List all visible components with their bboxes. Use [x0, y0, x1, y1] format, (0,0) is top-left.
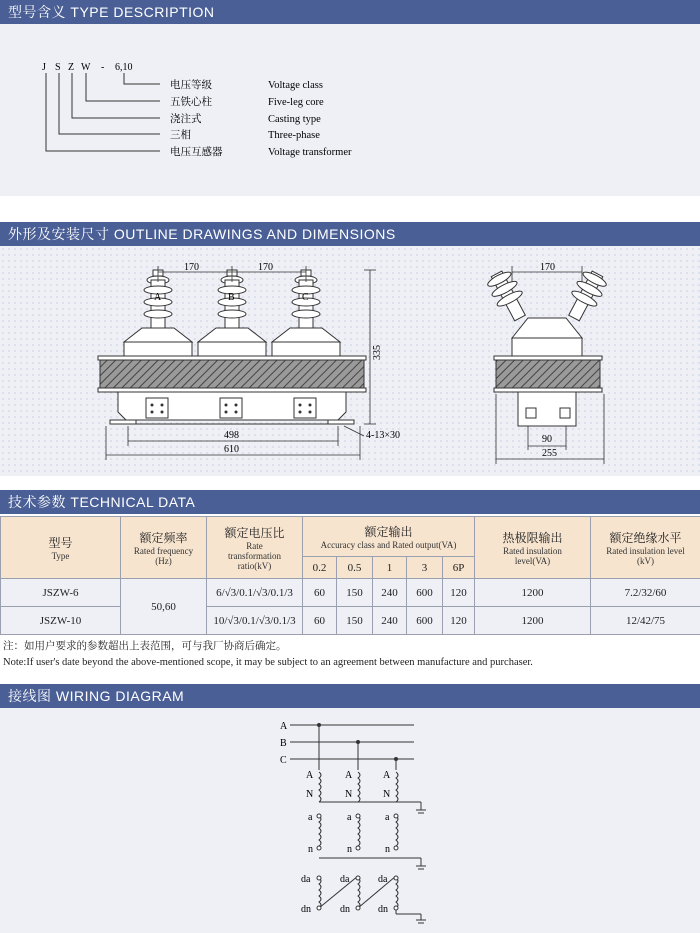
cell-output: 600	[407, 579, 443, 607]
primary-label: N	[383, 789, 391, 800]
cell-thermal: 1200	[475, 579, 591, 607]
side-dim-outer: 255	[542, 448, 557, 459]
section-header-wiring: 接线图 WIRING DIAGRAM	[0, 684, 700, 708]
dim-outer: 610	[224, 444, 239, 455]
type-item-cn: 电压等级	[170, 79, 212, 91]
primary-label: A	[345, 770, 353, 781]
primary-label: A	[383, 770, 391, 781]
code-letter-voltage: 6,10	[115, 62, 133, 73]
type-item-cn: 三相	[170, 129, 191, 141]
code-letter-s: S	[55, 62, 61, 73]
code-letter-dash: -	[101, 62, 105, 73]
class-header: 0.5	[337, 557, 373, 579]
code-letter-j: J	[42, 62, 46, 73]
secondary-label: a	[385, 812, 390, 823]
cell-ratio: 10/√3/0.1/√3/0.1/3	[207, 607, 303, 635]
header-type: 型号 Type	[1, 517, 121, 579]
type-item-en: Three-phase	[268, 130, 320, 141]
cell-output: 120	[443, 579, 475, 607]
dim-spacing-1: 170	[184, 262, 199, 273]
primary-label: A	[306, 770, 314, 781]
residual-label: da	[301, 874, 311, 885]
residual-label: da	[340, 874, 350, 885]
section-header-type: 型号含义 TYPE DESCRIPTION	[0, 0, 700, 24]
cell-output: 600	[407, 607, 443, 635]
section-header-outline: 外形及安装尺寸 OUTLINE DRAWINGS AND DIMENSIONS	[0, 222, 700, 246]
bus-label-a: A	[280, 721, 288, 732]
secondary-label: n	[347, 844, 352, 855]
type-item-en: Five-leg core	[268, 97, 324, 108]
phase-label-a: A	[154, 292, 162, 303]
header-insulation: 额定绝缘水平 Rated insulation level (kV)	[591, 517, 700, 579]
dim-spacing-2: 170	[258, 262, 273, 273]
header-ratio: 额定电压比 Rate transformation ratio(kV)	[207, 517, 303, 579]
secondary-label: n	[308, 844, 313, 855]
cell-output: 120	[443, 607, 475, 635]
cell-output: 240	[373, 579, 407, 607]
residual-label: dn	[340, 904, 350, 915]
cell-output: 240	[373, 607, 407, 635]
cell-output: 60	[303, 607, 337, 635]
cell-thermal: 1200	[475, 607, 591, 635]
cell-insulation: 7.2/32/60	[591, 579, 700, 607]
cell-output: 150	[337, 607, 373, 635]
residual-label: da	[378, 874, 388, 885]
phase-label-c: C	[302, 292, 309, 303]
bus-label-c: C	[280, 755, 287, 766]
type-item-cn: 电压互感器	[170, 146, 223, 158]
secondary-label: a	[347, 812, 352, 823]
type-item-en: Casting type	[268, 114, 321, 125]
code-letter-w: W	[81, 62, 91, 73]
cell-output: 60	[303, 579, 337, 607]
residual-label: dn	[301, 904, 311, 915]
note-cn: 注：如用户要求的参数超出上表范围，可与我厂协商后确定。	[3, 640, 287, 652]
primary-label: N	[306, 789, 314, 800]
cell-ratio: 6/√3/0.1/√3/0.1/3	[207, 579, 303, 607]
header-output: 额定输出 Accuracy class and Rated output(VA)	[303, 517, 475, 557]
class-header: 1	[373, 557, 407, 579]
cell-frequency: 50,60	[121, 579, 207, 635]
secondary-label: n	[385, 844, 390, 855]
section-header-technical: 技术参数 TECHNICAL DATA	[0, 490, 700, 514]
type-item-cn: 浇注式	[170, 113, 202, 125]
cell-output: 150	[337, 579, 373, 607]
bus-label-b: B	[280, 738, 287, 749]
side-dim-base: 90	[542, 434, 552, 445]
note-en: Note:If user's date beyond the above-mentioned scope, it may be subject to an agreement between manufacture and purchaser.	[3, 657, 533, 668]
type-item-en: Voltage transformer	[268, 147, 352, 158]
class-header: 0.2	[303, 557, 337, 579]
cell-type: JSZW-10	[1, 607, 121, 635]
phase-label-b: B	[228, 292, 235, 303]
dim-inner: 498	[224, 430, 239, 441]
dim-height: 335	[372, 345, 383, 360]
cell-type: JSZW-6	[1, 579, 121, 607]
type-item-cn: 五铁心柱	[170, 96, 212, 108]
header-frequency: 额定频率 Rated frequency (Hz)	[121, 517, 207, 579]
dim-holes: 4-13×30	[366, 430, 400, 441]
residual-label: dn	[378, 904, 388, 915]
side-dim-top: 170	[540, 262, 555, 273]
header-thermal: 热极限输出 Rated insulation level(VA)	[475, 517, 591, 579]
primary-label: N	[345, 789, 353, 800]
class-header: 6P	[443, 557, 475, 579]
secondary-label: a	[308, 812, 313, 823]
class-header: 3	[407, 557, 443, 579]
type-item-en: Voltage class	[268, 80, 323, 91]
code-letter-z: Z	[68, 62, 75, 73]
cell-insulation: 12/42/75	[591, 607, 700, 635]
